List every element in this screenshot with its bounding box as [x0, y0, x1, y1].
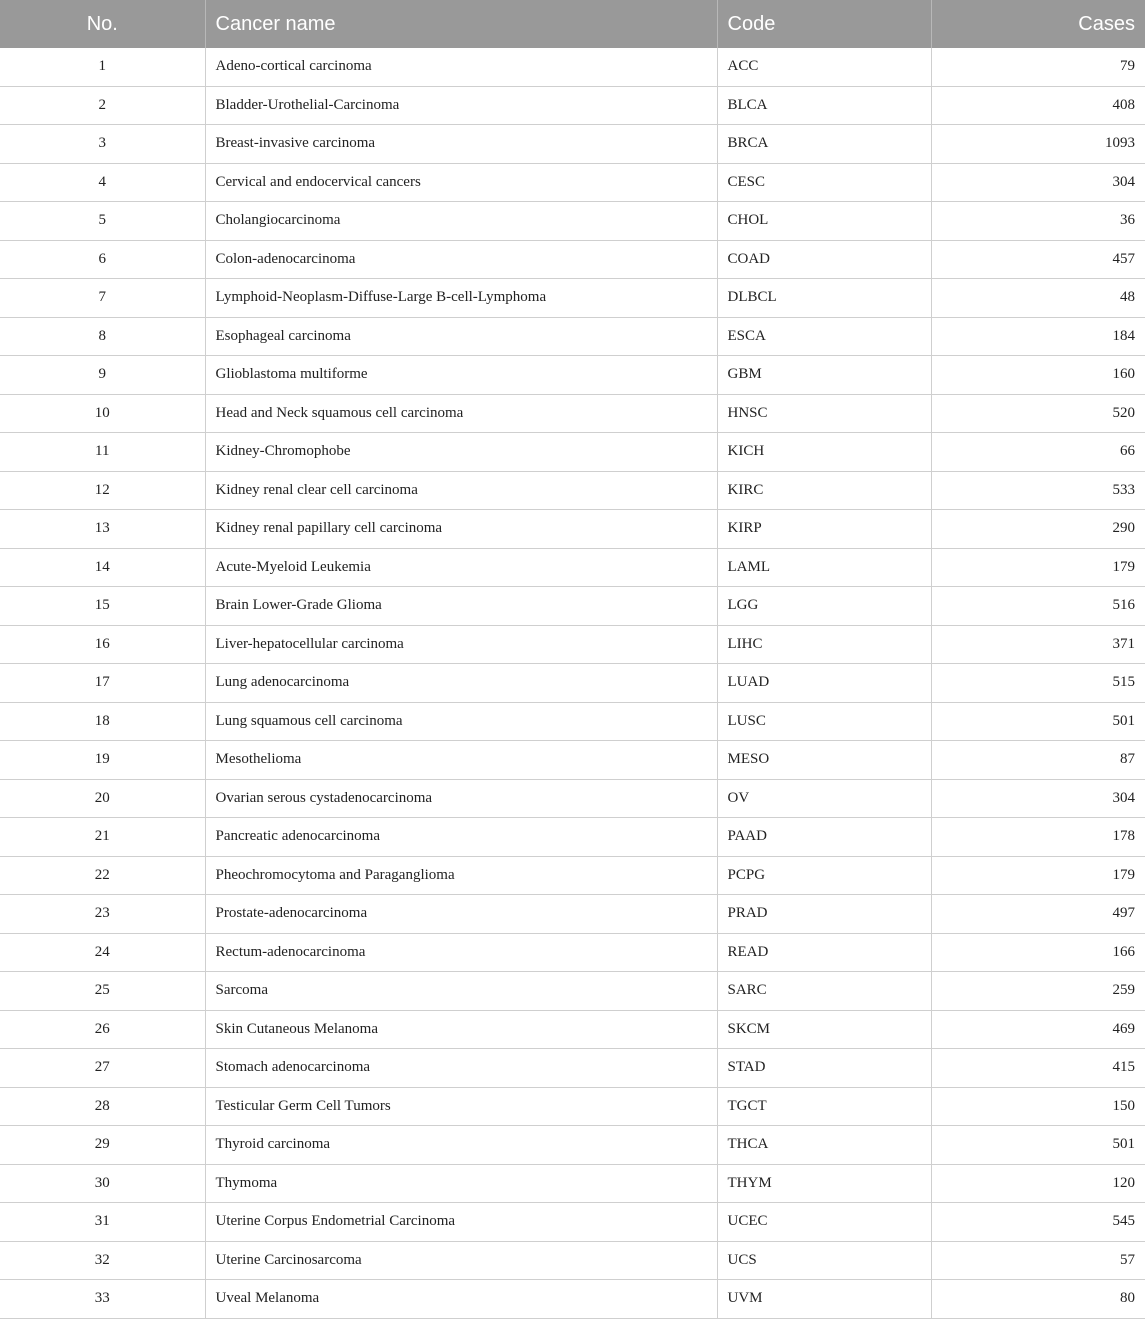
cell-cancer-name: Bladder-Urothelial-Carcinoma	[205, 86, 717, 125]
cell-code: OV	[717, 779, 931, 818]
cell-cancer-name: Breast-invasive carcinoma	[205, 125, 717, 164]
table-row	[0, 510, 1145, 549]
cell-no: 29	[0, 1126, 205, 1165]
cell-no: 20	[0, 779, 205, 818]
cell-no: 28	[0, 1087, 205, 1126]
cell-code: TGCT	[717, 1087, 931, 1126]
cell-no: 14	[0, 548, 205, 587]
cell-no: 2	[0, 86, 205, 125]
cell-no: 7	[0, 279, 205, 318]
cell-cases: 48	[931, 279, 1145, 318]
cell-no: 16	[0, 625, 205, 664]
table-row	[0, 433, 1145, 472]
cell-cancer-name: Ovarian serous cystadenocarcinoma	[205, 779, 717, 818]
cell-code: UCS	[717, 1241, 931, 1280]
cell-cancer-name: Thyroid carcinoma	[205, 1126, 717, 1165]
cell-code: CHOL	[717, 202, 931, 241]
table-body	[0, 48, 1145, 1318]
cell-code: THYM	[717, 1164, 931, 1203]
table-row	[0, 818, 1145, 857]
cell-code: LUSC	[717, 702, 931, 741]
cell-code: ACC	[717, 48, 931, 86]
table-row	[0, 1280, 1145, 1319]
cell-cancer-name: Liver-hepatocellular carcinoma	[205, 625, 717, 664]
cell-cancer-name: Kidney-Chromophobe	[205, 433, 717, 472]
header-cancer-name: Cancer name	[205, 0, 717, 48]
cell-code: LUAD	[717, 664, 931, 703]
cell-code: SKCM	[717, 1010, 931, 1049]
table-row	[0, 702, 1145, 741]
cell-cases: 80	[931, 1280, 1145, 1319]
cell-no: 17	[0, 664, 205, 703]
cell-code: MESO	[717, 741, 931, 780]
cell-code: PAAD	[717, 818, 931, 857]
cell-no: 15	[0, 587, 205, 626]
cell-code: PCPG	[717, 856, 931, 895]
cell-cancer-name: Kidney renal papillary cell carcinoma	[205, 510, 717, 549]
cell-cases: 408	[931, 86, 1145, 125]
cell-cancer-name: Skin Cutaneous Melanoma	[205, 1010, 717, 1049]
cell-cancer-name: Rectum-adenocarcinoma	[205, 933, 717, 972]
cell-cases: 290	[931, 510, 1145, 549]
cell-cancer-name: Acute-Myeloid Leukemia	[205, 548, 717, 587]
cell-cases: 371	[931, 625, 1145, 664]
table-row	[0, 86, 1145, 125]
cell-no: 33	[0, 1280, 205, 1319]
table-row	[0, 895, 1145, 934]
cell-code: BRCA	[717, 125, 931, 164]
cell-cases: 501	[931, 1126, 1145, 1165]
table-row	[0, 1126, 1145, 1165]
table-row	[0, 279, 1145, 318]
cell-code: KIRP	[717, 510, 931, 549]
cell-no: 10	[0, 394, 205, 433]
cell-no: 9	[0, 356, 205, 395]
cell-cancer-name: Kidney renal clear cell carcinoma	[205, 471, 717, 510]
table-row	[0, 240, 1145, 279]
cell-code: KIRC	[717, 471, 931, 510]
table-row	[0, 933, 1145, 972]
cell-cases: 533	[931, 471, 1145, 510]
cell-no: 1	[0, 48, 205, 86]
cell-no: 25	[0, 972, 205, 1011]
cell-cancer-name: Lung squamous cell carcinoma	[205, 702, 717, 741]
cell-cases: 516	[931, 587, 1145, 626]
cell-cases: 304	[931, 163, 1145, 202]
cell-code: GBM	[717, 356, 931, 395]
cell-cancer-name: Stomach adenocarcinoma	[205, 1049, 717, 1088]
cell-no: 30	[0, 1164, 205, 1203]
cell-cases: 259	[931, 972, 1145, 1011]
cell-code: LGG	[717, 587, 931, 626]
cell-code: SARC	[717, 972, 931, 1011]
cell-cases: 415	[931, 1049, 1145, 1088]
cell-cases: 457	[931, 240, 1145, 279]
cell-cases: 501	[931, 702, 1145, 741]
cell-cases: 545	[931, 1203, 1145, 1242]
cell-cancer-name: Lung adenocarcinoma	[205, 664, 717, 703]
cell-cancer-name: Uveal Melanoma	[205, 1280, 717, 1319]
cell-cancer-name: Adeno-cortical carcinoma	[205, 48, 717, 86]
cell-no: 32	[0, 1241, 205, 1280]
table-row	[0, 856, 1145, 895]
cell-no: 26	[0, 1010, 205, 1049]
table-row	[0, 125, 1145, 164]
cell-cancer-name: Pheochromocytoma and Paraganglioma	[205, 856, 717, 895]
cell-no: 11	[0, 433, 205, 472]
cell-cancer-name: Colon-adenocarcinoma	[205, 240, 717, 279]
cell-no: 12	[0, 471, 205, 510]
cell-cases: 469	[931, 1010, 1145, 1049]
cell-cancer-name: Sarcoma	[205, 972, 717, 1011]
cell-cancer-name: Glioblastoma multiforme	[205, 356, 717, 395]
table-row	[0, 356, 1145, 395]
cell-cancer-name: Thymoma	[205, 1164, 717, 1203]
cell-cancer-name: Prostate-adenocarcinoma	[205, 895, 717, 934]
cell-code: HNSC	[717, 394, 931, 433]
cell-cancer-name: Esophageal carcinoma	[205, 317, 717, 356]
table-row	[0, 1087, 1145, 1126]
table-row	[0, 1049, 1145, 1088]
cell-no: 13	[0, 510, 205, 549]
cell-cancer-name: Cervical and endocervical cancers	[205, 163, 717, 202]
cell-cancer-name: Uterine Carcinosarcoma	[205, 1241, 717, 1280]
cell-no: 24	[0, 933, 205, 972]
cell-cancer-name: Testicular Germ Cell Tumors	[205, 1087, 717, 1126]
cell-no: 8	[0, 317, 205, 356]
cell-no: 5	[0, 202, 205, 241]
cell-code: PRAD	[717, 895, 931, 934]
cell-cancer-name: Cholangiocarcinoma	[205, 202, 717, 241]
table-row	[0, 163, 1145, 202]
cell-cases: 520	[931, 394, 1145, 433]
table-row	[0, 587, 1145, 626]
header-cases: Cases	[931, 0, 1145, 48]
cell-cases: 184	[931, 317, 1145, 356]
table-row	[0, 471, 1145, 510]
cell-cases: 160	[931, 356, 1145, 395]
header-code: Code	[717, 0, 931, 48]
cell-no: 6	[0, 240, 205, 279]
cell-code: ESCA	[717, 317, 931, 356]
cell-cases: 166	[931, 933, 1145, 972]
table-row	[0, 1203, 1145, 1242]
table-row	[0, 548, 1145, 587]
header-no: No.	[0, 0, 205, 48]
cell-no: 23	[0, 895, 205, 934]
cell-cases: 497	[931, 895, 1145, 934]
cell-cases: 79	[931, 48, 1145, 86]
table-row	[0, 48, 1145, 86]
cell-cases: 57	[931, 1241, 1145, 1280]
cell-cases: 36	[931, 202, 1145, 241]
cell-cases: 179	[931, 548, 1145, 587]
cell-cancer-name: Uterine Corpus Endometrial Carcinoma	[205, 1203, 717, 1242]
cell-cancer-name: Head and Neck squamous cell carcinoma	[205, 394, 717, 433]
cell-no: 22	[0, 856, 205, 895]
cell-cases: 87	[931, 741, 1145, 780]
cell-code: READ	[717, 933, 931, 972]
cell-code: UVM	[717, 1280, 931, 1319]
cell-cancer-name: Pancreatic adenocarcinoma	[205, 818, 717, 857]
table-row	[0, 972, 1145, 1011]
cell-code: DLBCL	[717, 279, 931, 318]
cell-cases: 150	[931, 1087, 1145, 1126]
table-row	[0, 741, 1145, 780]
cell-code: THCA	[717, 1126, 931, 1165]
table-row	[0, 394, 1145, 433]
cell-code: COAD	[717, 240, 931, 279]
table-row	[0, 625, 1145, 664]
table-row	[0, 664, 1145, 703]
table-row	[0, 1164, 1145, 1203]
table-row	[0, 202, 1145, 241]
cell-cases: 515	[931, 664, 1145, 703]
cell-no: 27	[0, 1049, 205, 1088]
cell-code: STAD	[717, 1049, 931, 1088]
table-row	[0, 1010, 1145, 1049]
cell-no: 3	[0, 125, 205, 164]
cell-code: LAML	[717, 548, 931, 587]
cell-no: 19	[0, 741, 205, 780]
table-row	[0, 1241, 1145, 1280]
cell-cases: 178	[931, 818, 1145, 857]
cell-code: KICH	[717, 433, 931, 472]
cell-cases: 66	[931, 433, 1145, 472]
cell-no: 4	[0, 163, 205, 202]
cell-cases: 304	[931, 779, 1145, 818]
cell-cancer-name: Lymphoid-Neoplasm-Diffuse-Large B-cell-Lymphoma	[205, 279, 717, 318]
cell-cases: 179	[931, 856, 1145, 895]
table-row	[0, 317, 1145, 356]
cell-code: LIHC	[717, 625, 931, 664]
table-header	[0, 0, 1145, 48]
cell-cases: 1093	[931, 125, 1145, 164]
cell-no: 31	[0, 1203, 205, 1242]
table-row	[0, 779, 1145, 818]
cell-no: 21	[0, 818, 205, 857]
cell-cancer-name: Brain Lower-Grade Glioma	[205, 587, 717, 626]
cell-code: BLCA	[717, 86, 931, 125]
cell-code: CESC	[717, 163, 931, 202]
cell-cancer-name: Mesothelioma	[205, 741, 717, 780]
cell-no: 18	[0, 702, 205, 741]
cell-code: UCEC	[717, 1203, 931, 1242]
cell-cases: 120	[931, 1164, 1145, 1203]
